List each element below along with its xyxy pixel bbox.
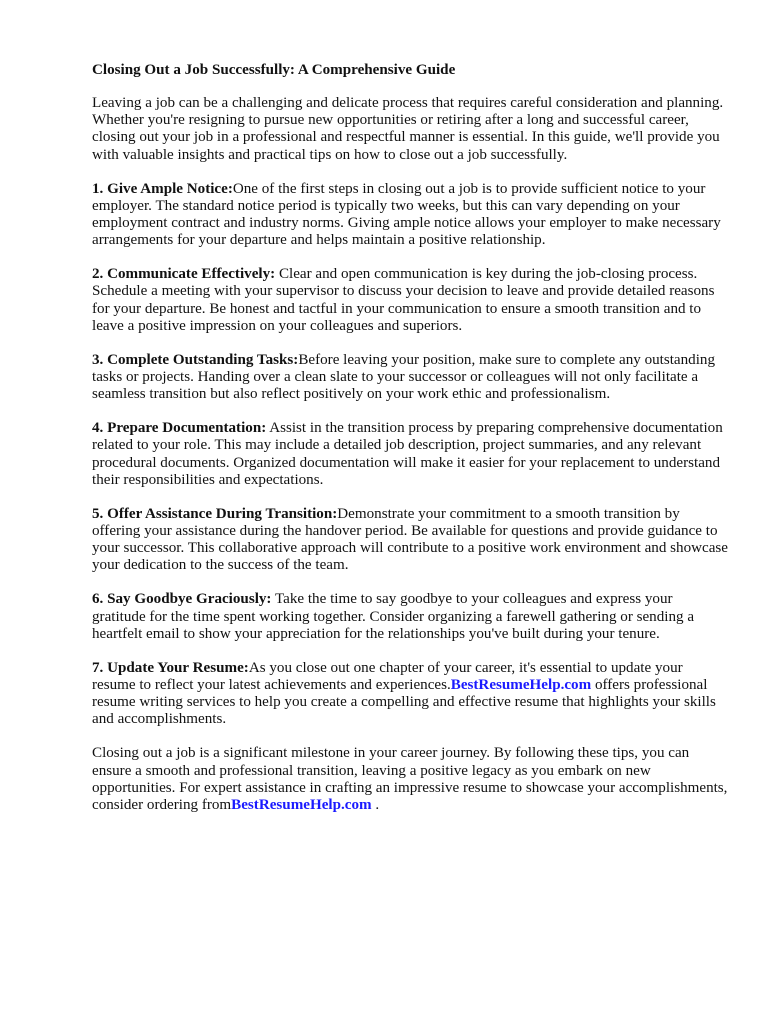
section-5 [92, 506, 728, 575]
document-page [92, 61, 728, 831]
section-7-heading: 7. Update Your Resume: [92, 659, 249, 676]
section-3-heading: 3. Complete Outstanding Tasks: [92, 351, 299, 368]
section-6 [92, 591, 728, 643]
section-7-body-after: offers professional resume writing services to help you create a compelling and effective resume that highlights your skills and accomplishments. [92, 677, 716, 728]
section-3-body: Before leaving your position, make sure to complete any outstanding tasks or projects. Handing over a clean slate to your successor or colleagues will not only facilitate a seamless transition but also reflect positively on your work ethic and professionalism. [92, 351, 715, 403]
section-4 [92, 420, 728, 489]
section-4-body: Assist in the transition process by preparing comprehensive documentation related to your role. This may include a detailed job description, project summaries, and any relevant procedural documents. Organized documentation will make it easier for your replacement to understand their responsibilities and expectations. [92, 420, 723, 488]
bestresumehelp-order-link[interactable]: BestResumeHelp.com [231, 797, 372, 814]
section-2 [92, 266, 728, 335]
section-5-heading: 5. Offer Assistance During Transition: [92, 505, 338, 522]
section-2-heading: 2. Communicate Effectively: [92, 266, 276, 283]
section-6-body: Take the time to say goodbye to your colleagues and express your gratitude for the time spent working together. Consider organizing a farewell gathering or sending a heartfelt email to show your appreciation for the relationships you've built during your tenure. [92, 591, 695, 642]
section-2-body: Clear and open communication is key during the job-closing process. Schedule a meeting with your supervisor to discuss your decision to leave and provide detailed reasons for your departure. Be honest and tactful in your communication to ensure a smooth transition and to leave a positive impression on your colleagues and superiors. [92, 266, 715, 334]
section-1 [92, 181, 728, 250]
section-5-body: Demonstrate your commitment to a smooth transition by offering your assistance during the handover period. Be available for questions and provide guidance to your successor. This collaborative approach will contribute to a positive work environment and showcase your dedication to the success of the team. [92, 505, 729, 574]
section-3 [92, 352, 728, 404]
section-6-heading: 6. Say Goodbye Graciously: [92, 591, 272, 608]
section-1-heading: 1. Give Ample Notice: [92, 180, 233, 197]
section-7 [92, 660, 728, 729]
conclusion-body-before: Closing out a job is a significant milestone in your career journey. By following these tips, you can ensure a smooth and professional transition, leaving a positive legacy as you embark on new opportunities. For expert assistance in crafting an impressive resume to showcase your accomplishments, consider ordering from [92, 745, 728, 814]
section-7-body-before: As you close out one chapter of your career, it's essential to update your resume to reflect your latest achievements and experiences. [92, 659, 683, 694]
conclusion-paragraph [92, 745, 728, 814]
conclusion-body-after: . [371, 797, 380, 814]
bestresumehelp-link[interactable]: BestResumeHelp.com [450, 677, 592, 694]
section-1-body: One of the first steps in closing out a job is to provide sufficient notice to your employer. The standard notice period is typically two weeks, but this can vary depending on your employment contract and industry norms. Giving ample notice allows your employer to make necessary arrangements for your departure and helps maintain a positive relationship. [92, 180, 721, 249]
document-title: Closing Out a Job Successfully: A Comprehensive Guide [92, 62, 456, 78]
intro-paragraph: Leaving a job can be a challenging and delicate process that requires careful consideration and planning. Whether you're resigning to pursue new opportunities or retiring after a long and successful career, closing out your job in a professional and respectful manner is essential. In this guide, we'll provide you with valuable insights and practical tips on how to close out a job successfully. [92, 95, 724, 163]
section-4-heading: 4. Prepare Documentation: [92, 420, 267, 437]
